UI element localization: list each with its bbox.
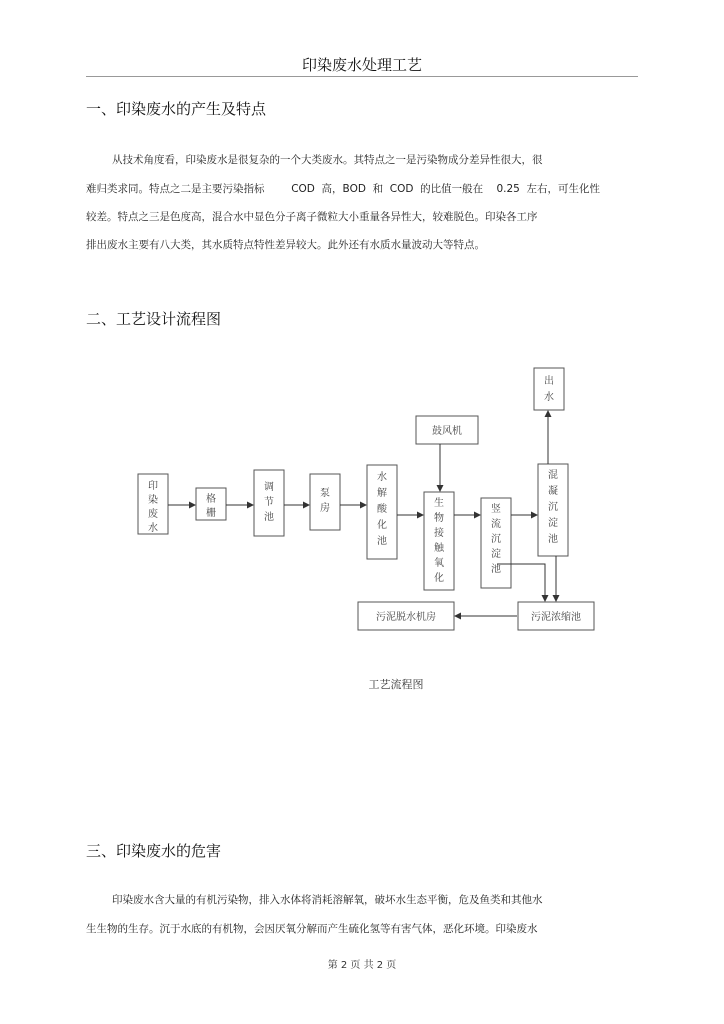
hydrolysis-label bbox=[377, 470, 388, 547]
equalization-char: 调 bbox=[264, 482, 274, 493]
hydrolysis-char: 池 bbox=[377, 536, 387, 547]
sludge-thickener-label: 污泥浓缩池 bbox=[531, 612, 581, 623]
hydrolysis-char: 化 bbox=[377, 520, 387, 531]
diagram-caption: 工艺流程图 bbox=[368, 678, 424, 691]
section1-line-3: 较差。特点之三是色度高，混合水中显色分子离子微粒大小重量各异性大，较难脱色。印染各工序 bbox=[86, 211, 538, 223]
section1-line-4: 排出废水主要有八大类，其水质特点特性差异较大。此外还有水质水量波动大等特点。 bbox=[86, 239, 485, 251]
screen-char: 格 bbox=[206, 494, 216, 505]
equalization-label bbox=[264, 481, 274, 523]
vertical_settler-char: 竖 bbox=[491, 504, 501, 515]
influent-char: 印 bbox=[148, 481, 158, 492]
influent-char: 水 bbox=[148, 523, 158, 534]
coag_settler-char: 沉 bbox=[548, 502, 558, 513]
vertical_settler-char: 沉 bbox=[491, 534, 501, 545]
pump_room-char: 泵 bbox=[320, 488, 330, 499]
vertical_settler-char: 池 bbox=[491, 564, 501, 575]
equalization-char: 池 bbox=[264, 512, 274, 523]
coag-settler-label bbox=[548, 469, 558, 545]
title-divider bbox=[86, 76, 638, 77]
section1-line-1: 从技术角度看，印染废水是很复杂的一个大类废水。其特点之一是污染物成分差异性很大，很 bbox=[112, 154, 543, 166]
section1-line-2: 难归类求同。特点之二是主要污染指标 COD 高，BOD 和 COD 的比值一般在 0.25 左右，可生化性 bbox=[86, 183, 601, 195]
effluent-char: 出 bbox=[544, 376, 554, 387]
coag_settler-char: 混 bbox=[548, 470, 558, 481]
contact_oxidation-char: 接 bbox=[434, 528, 444, 539]
influent-char: 染 bbox=[148, 495, 158, 506]
sludge-dewater-label: 污泥脱水机房 bbox=[376, 612, 436, 623]
contact_oxidation-char: 物 bbox=[434, 513, 444, 524]
section3-heading: 三、印染废水的危害 bbox=[86, 842, 222, 860]
section3-line-2: 生生物的生存。沉于水底的有机物，会因厌氧分解而产生硫化氢等有害气体，恶化环境。印染废水 bbox=[86, 923, 538, 935]
influent-char: 废 bbox=[148, 509, 158, 520]
section3-line-1: 印染废水含大量的有机污染物，排入水体将消耗溶解氧，破坏水生态平衡，危及鱼类和其他水 bbox=[112, 894, 543, 906]
contact_oxidation-char: 化 bbox=[434, 573, 444, 584]
section1-heading: 一、印染废水的产生及特点 bbox=[86, 100, 267, 118]
coag_settler-char: 池 bbox=[548, 534, 558, 545]
coag_settler-char: 淀 bbox=[548, 518, 558, 529]
contact_oxidation-char: 氧 bbox=[434, 558, 444, 569]
section2-heading: 二、工艺设计流程图 bbox=[86, 310, 222, 328]
hydrolysis-char: 酸 bbox=[377, 504, 387, 515]
hydrolysis-char: 水 bbox=[377, 472, 387, 483]
page-footer: 第 2 页 共 2 页 bbox=[327, 960, 397, 971]
process-flow-diagram bbox=[0, 350, 724, 700]
pump_room-char: 房 bbox=[320, 503, 330, 514]
hydrolysis-char: 解 bbox=[377, 488, 387, 499]
contact_oxidation-char: 生 bbox=[434, 498, 444, 509]
contact_oxidation-char: 触 bbox=[434, 543, 444, 554]
vertical_settler-char: 淀 bbox=[491, 549, 501, 560]
coag_settler-char: 凝 bbox=[548, 486, 558, 497]
equalization-char: 节 bbox=[264, 497, 274, 508]
page-title: 印染废水处理工艺 bbox=[301, 56, 422, 74]
blower-label: 鼓风机 bbox=[432, 426, 462, 437]
vertical_settler-char: 流 bbox=[491, 519, 501, 530]
screen-char: 栅 bbox=[206, 508, 216, 519]
effluent-box bbox=[534, 368, 564, 410]
pump-room-box bbox=[310, 474, 340, 530]
effluent-char: 水 bbox=[544, 392, 554, 403]
